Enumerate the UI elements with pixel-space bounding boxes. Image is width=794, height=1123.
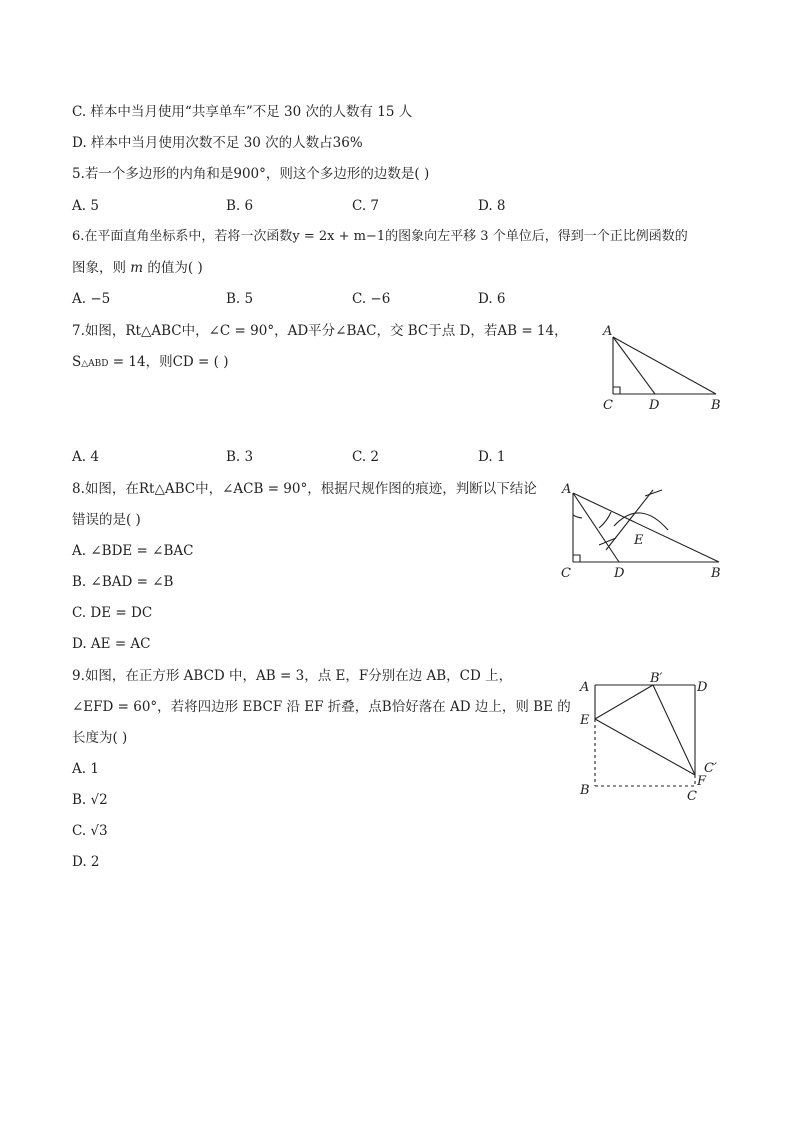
q8-option-b: B. ∠BAD = ∠B <box>72 574 174 590</box>
q6-variable-m: m <box>130 260 144 276</box>
q9-label-c-prime: C′ <box>704 761 717 776</box>
q9-stem-line3: 长度为( ) <box>72 730 128 746</box>
q9-label-f: F <box>697 774 707 789</box>
q8-label-d: D <box>614 566 625 581</box>
q9-option-a: A. 1 <box>72 761 99 777</box>
q7-figure <box>596 318 726 414</box>
q7-option-a: A. 4 <box>72 449 99 465</box>
q9-stem-line1: 9.如图，在正方形 ABCD 中，AB = 3，点 E，F分别在边 AB，CD 上， <box>72 668 513 684</box>
q5-option-d: D. 8 <box>478 198 506 214</box>
q7-label-b: B <box>711 398 721 413</box>
q9-label-d: D <box>697 680 708 695</box>
q7-label-d: D <box>649 398 660 413</box>
q8-option-d: D. AE = AC <box>72 636 151 652</box>
q6-option-a: A. −5 <box>72 291 111 307</box>
q7-option-c: C. 2 <box>352 449 380 465</box>
q9-figure <box>574 668 726 804</box>
q8-option-a: A. ∠BDE = ∠BAC <box>72 543 194 559</box>
q8-label-e: E <box>634 533 644 548</box>
q9-option-b: B. √2 <box>72 792 108 808</box>
q6-stem-line1: 6.在平面直角坐标系中，若将一次函数y = 2x + m−1的图象向左平移 3 个单位后，得到一个正比例函数的 <box>72 229 688 244</box>
q7-subscript: △ABD <box>81 359 109 369</box>
q7-stem-line2 <box>72 353 228 373</box>
q4-option-d: D. 样本中当月使用次数不足 30 次的人数占36% <box>72 135 363 151</box>
q9-option-d: D. 2 <box>72 854 100 870</box>
q9-label-c: C <box>687 789 697 804</box>
q8-stem-line2: 错误的是( ) <box>72 512 141 528</box>
q7-option-b: B. 3 <box>226 449 254 465</box>
q9-stem-line2: ∠EFD = 60°，若将四边形 EBCF 沿 EF 折叠，点B恰好落在 AD 边上，则 BE 的 <box>72 699 571 715</box>
q5-option-b: B. 6 <box>226 198 254 214</box>
q7-stem-line1: 7.如图，Rt△ABC中，∠C = 90°，AD平分∠BAC，交 BC于点 D，若AB = 14， <box>72 323 568 339</box>
q5-stem: 5.若一个多边形的内角和是900°，则这个多边形的边数是( ) <box>72 166 430 182</box>
q7-stem-line2-pre: S <box>72 354 82 370</box>
q6-option-d: D. 6 <box>478 291 506 307</box>
q6-stem-line2-pre: 图象，则 <box>72 260 131 276</box>
q8-label-b: B <box>711 566 721 581</box>
q7-label-c: C <box>603 398 613 413</box>
q7-option-d: D. 1 <box>478 449 506 465</box>
q9-label-b-prime: B′ <box>650 671 663 686</box>
q9-label-b: B <box>580 783 590 798</box>
q6-stem-line2 <box>72 259 203 277</box>
q9-label-a: A <box>580 680 590 695</box>
q8-option-c: C. DE = DC <box>72 605 153 621</box>
q8-label-c: C <box>561 566 571 581</box>
q8-figure <box>556 478 726 582</box>
q5-option-a: A. 5 <box>72 198 99 214</box>
q8-label-a: A <box>562 482 572 497</box>
q9-label-e: E <box>580 713 590 728</box>
q5-option-c: C. 7 <box>352 198 380 214</box>
q9-option-c: C. √3 <box>72 823 108 839</box>
q6-option-c: C. −6 <box>352 291 391 307</box>
q7-stem-line2-post: = 14，则CD = ( ) <box>108 354 229 370</box>
q8-stem-line1: 8.如图，在Rt△ABC中，∠ACB = 90°，根据尺规作图的痕迹，判断以下结论 <box>72 481 537 497</box>
q4-option-c: C. 样本中当月使用“共享单车”不足 30 次的人数有 15 人 <box>72 104 413 120</box>
q7-label-a: A <box>603 324 613 339</box>
q6-stem-line2-post: 的值为( ) <box>143 260 203 276</box>
q6-option-b: B. 5 <box>226 291 254 307</box>
